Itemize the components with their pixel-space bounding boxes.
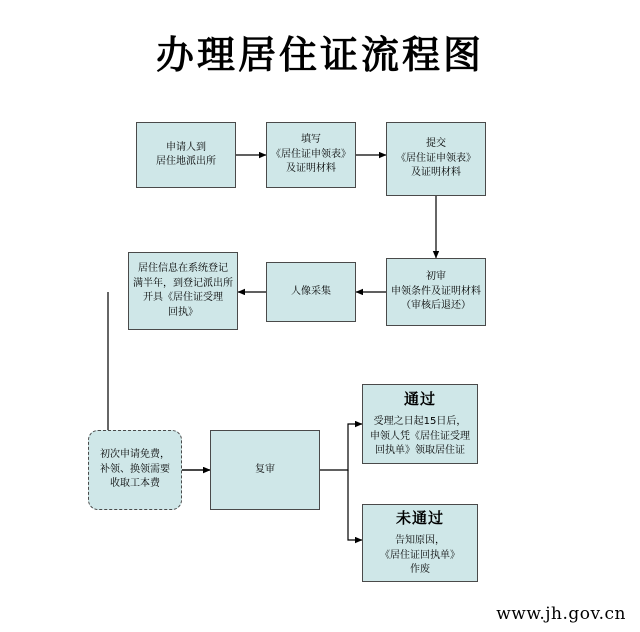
node-apply-line-1: 申请人到 <box>166 141 206 153</box>
node-portrait-capture[interactable] <box>266 262 356 322</box>
node-re-review-line-1: 复审 <box>255 463 275 475</box>
node-submit[interactable] <box>386 122 486 196</box>
node-re-review[interactable] <box>210 430 320 510</box>
node-apply-line-2: 居住地派出所 <box>156 156 216 167</box>
node-register-receipt[interactable] <box>128 252 238 330</box>
node-register-receipt-line-3: 开具《居住证受理 <box>143 292 223 303</box>
node-portrait-capture-line-1: 人像采集 <box>291 285 331 297</box>
node-submit-line-2: 《居住证申领表》 <box>396 152 476 164</box>
node-fill-form-line-3: 及证明材料 <box>286 163 336 175</box>
node-first-review-line-2: 申领条件及证明材料 <box>391 285 481 297</box>
node-first-review[interactable] <box>386 258 486 326</box>
node-not-passed-line-1: 告知原因， <box>395 535 445 547</box>
node-register-receipt-line-1: 居住信息在系统登记 <box>138 263 228 274</box>
node-not-passed-heading: 未通过 <box>395 509 444 528</box>
node-fee-notice-line-2: 补领、换领需要 <box>100 463 170 475</box>
node-submit-line-3: 及证明材料 <box>411 167 461 179</box>
node-fill-form-line-1: 填写 <box>301 134 321 146</box>
footer-url[interactable]: www.jh.gov.cn <box>496 604 626 624</box>
node-fee-notice[interactable] <box>88 430 182 510</box>
node-not-passed-line-2: 《居住证回执单》 <box>380 549 460 561</box>
node-not-passed-line-3: 作废 <box>410 564 430 576</box>
node-first-review-line-1: 初审 <box>426 271 446 283</box>
node-passed-line-3: 回执单》领取居住证 <box>375 445 465 457</box>
node-submit-line-1: 提交 <box>426 138 446 150</box>
node-register-receipt-line-2: 满半年，到登记派出所 <box>133 277 233 289</box>
node-passed-line-1: 受理之日起15日后， <box>373 416 467 428</box>
node-not-passed[interactable] <box>362 504 478 582</box>
node-fill-form[interactable] <box>266 122 356 188</box>
page-title: 办理居住证流程图 <box>155 32 484 77</box>
node-apply[interactable] <box>136 122 236 188</box>
node-passed-line-2: 申领人凭《居住证受理 <box>370 430 470 442</box>
node-first-review-line-3: （审核后退还） <box>401 300 471 312</box>
node-passed-heading: 通过 <box>403 390 436 409</box>
node-passed[interactable] <box>362 384 478 464</box>
node-fill-form-line-2: 《居住证申领表》 <box>271 148 351 160</box>
node-register-receipt-line-4: 回执》 <box>168 306 198 318</box>
node-fee-notice-line-1: 初次申请免费， <box>100 449 170 461</box>
node-fee-notice-line-3: 收取工本费 <box>110 478 160 490</box>
